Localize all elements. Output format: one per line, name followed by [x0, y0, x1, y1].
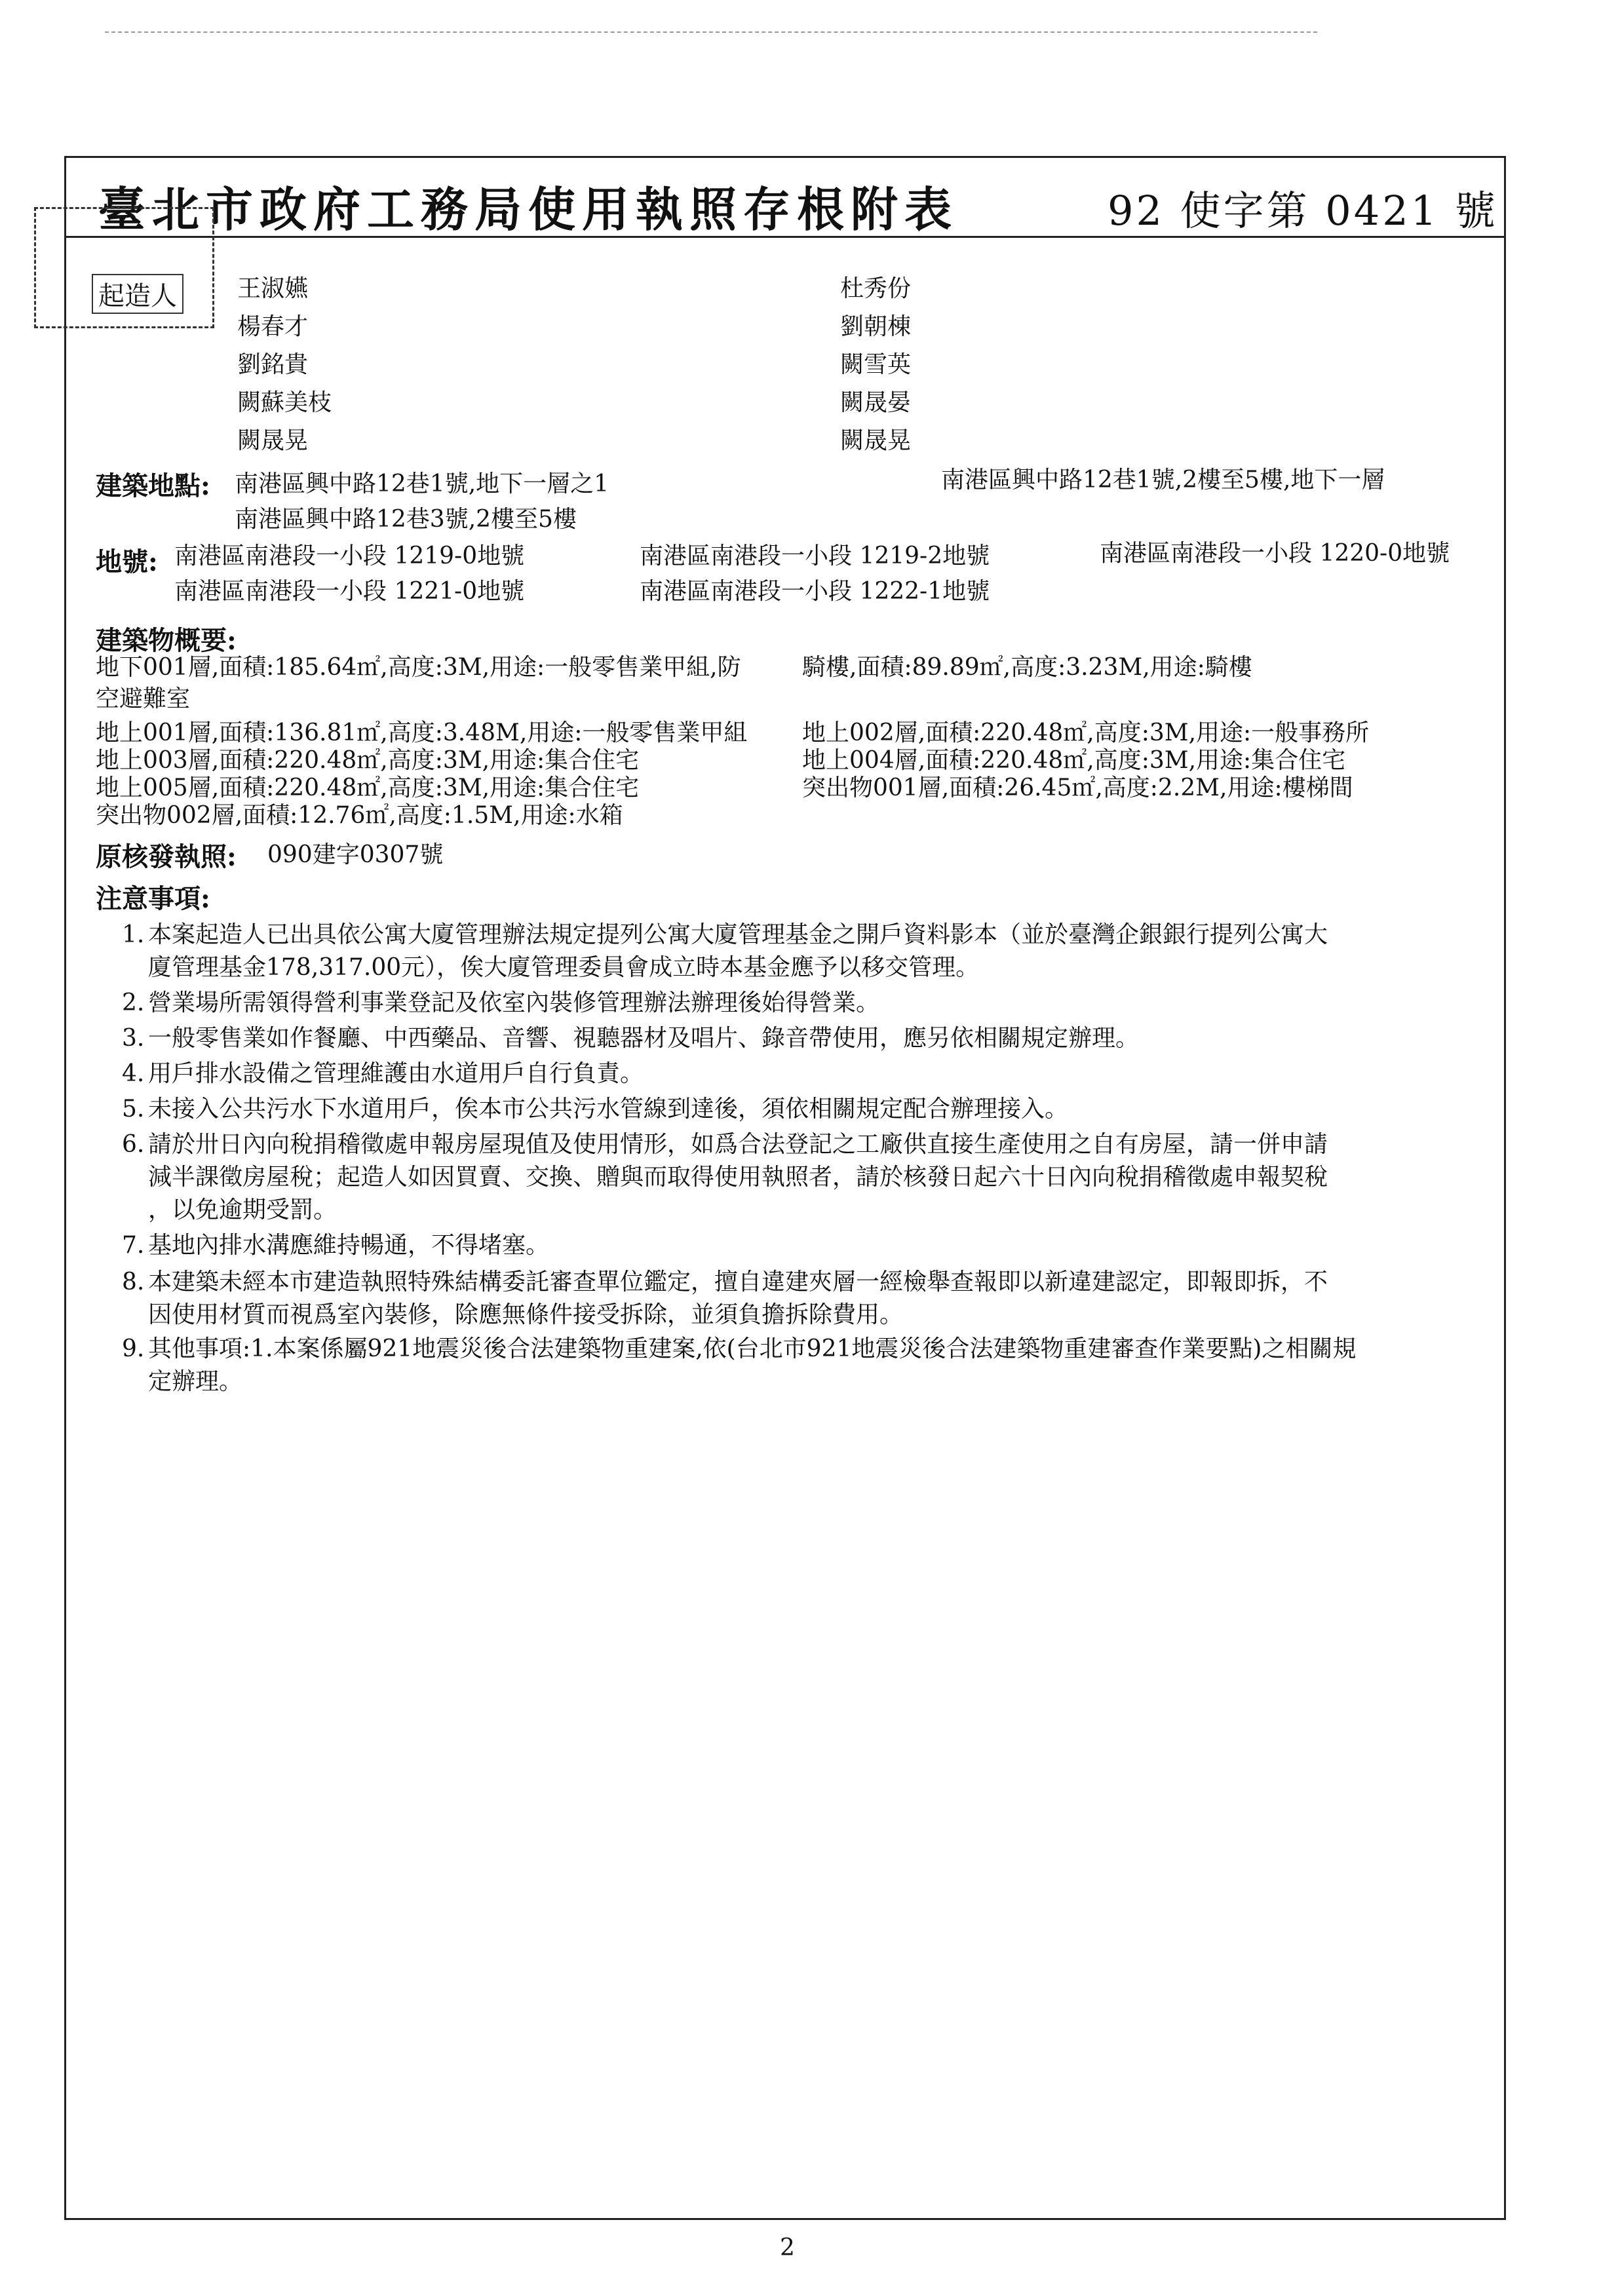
floor-r1: 突出物001層,面積:26.45㎡,高度:2.2M,用途:樓梯間 — [802, 775, 1353, 801]
note-9-line-1: 其他事項:1.本案係屬921地震災後合法建築物重建案,依(台北市921地震災後合法建築物重建審查作業要點)之相關規 — [148, 1335, 1357, 1362]
applicant-right-2: 劉朝棟 — [840, 313, 912, 340]
note-9-line-2: 定辦理。 — [148, 1368, 243, 1395]
document-title: 臺北市政府工務局使用執照存根附表 — [98, 182, 959, 237]
floor-b1-line2: 空避難室 — [96, 685, 191, 712]
applicant-left-4: 闕蘇美枝 — [237, 389, 332, 416]
note-4-num: 4. — [122, 1060, 145, 1087]
applicant-right-5: 闕晟晃 — [840, 427, 912, 454]
floor-f5: 地上005層,面積:220.48㎡,高度:3M,用途:集合住宅 — [96, 775, 640, 801]
note-8-line-1: 本建築未經本市建造執照特殊結構委託審查單位鑑定，擅自違建夾層一經檢舉查報即以新違建認定，即報即拆，不 — [148, 1269, 1328, 1295]
overview-label: 建築物概要: — [96, 625, 237, 656]
note-2-num: 2. — [122, 989, 145, 1016]
applicant-right-3: 闕雪英 — [840, 351, 912, 378]
floor-arcade: 騎樓,面積:89.89㎡,高度:3.23M,用途:騎樓 — [802, 654, 1252, 681]
note-2-line-1: 營業場所需領得營利事業登記及依室內裝修管理辦法辦理後始得營業。 — [148, 989, 880, 1016]
floor-f4: 地上004層,面積:220.48㎡,高度:3M,用途:集合住宅 — [802, 747, 1346, 774]
applicant-right-1: 杜秀份 — [840, 275, 912, 302]
note-1-line-1: 本案起造人已出具依公寓大廈管理辦法規定提列公寓大廈管理基金之開戶資料影本（並於臺灣企銀銀行提列公寓大 — [148, 921, 1328, 948]
lot-1: 南港區南港段一小段 1219-0地號 — [174, 543, 525, 569]
address-label: 建築地點: — [96, 470, 210, 501]
applicant-left-2: 楊春才 — [237, 313, 309, 340]
notes-label: 注意事項: — [96, 883, 210, 914]
floor-b1-line1: 地下001層,面積:185.64㎡,高度:3M,用途:一般零售業甲組,防 — [96, 654, 741, 681]
note-5-num: 5. — [122, 1096, 145, 1122]
note-8-line-2: 因使用材質而視爲室內裝修，除應無條件接受拆除，並須負擔拆除費用。 — [148, 1301, 904, 1328]
note-6-line-1: 請於卅日內向稅捐稽徵處申報房屋現值及使用情形，如爲合法登記之工廠供直接生產使用之自有房屋，請一併申請 — [148, 1131, 1328, 1158]
applicant-left-5: 闕晟晃 — [237, 427, 309, 454]
note-1-line-2: 廈管理基金178,317.00元），俟大廈管理委員會成立時本基金應予以移交管理。 — [148, 954, 980, 981]
note-9-num: 9. — [122, 1335, 145, 1362]
applicant-right-4: 闕晟晏 — [840, 389, 912, 416]
address-1: 南港區興中路12巷1號,地下一層之1 — [235, 470, 609, 497]
note-6-line-2: 減半課徵房屋稅；起造人如因買賣、交換、贈與而取得使用執照者，請於核發日起六十日內向稅捐稽徵處申報契稅 — [148, 1164, 1328, 1191]
original-license-label: 原核發執照: — [96, 841, 237, 872]
note-6-line-3: ，以免逾期受罰。 — [148, 1196, 338, 1223]
floor-f1: 地上001層,面積:136.81㎡,高度:3.48M,用途:一般零售業甲組 — [96, 719, 748, 746]
lot-4: 南港區南港段一小段 1221-0地號 — [174, 578, 525, 605]
lot-5: 南港區南港段一小段 1222-1地號 — [640, 578, 990, 605]
applicant-label: 起造人 — [92, 274, 183, 314]
note-8-num: 8. — [122, 1269, 145, 1295]
page-number: 2 — [780, 2234, 795, 2261]
note-3-line-1: 一般零售業如作餐廳、中西藥品、音響、視聽器材及唱片、錄音帶使用，應另依相關規定辦理。 — [148, 1025, 1140, 1052]
applicant-left-3: 劉銘貴 — [237, 351, 309, 378]
note-1-num: 1. — [122, 921, 145, 948]
scan-artifact-line — [105, 31, 1317, 37]
address-3: 南港區興中路12巷3號,2樓至5樓 — [235, 506, 577, 533]
lot-label: 地號: — [96, 546, 158, 577]
original-license: 090建字0307號 — [267, 841, 444, 868]
note-4-line-1: 用戶排水設備之管理維護由水道用戶自行負責。 — [148, 1060, 644, 1087]
note-3-num: 3. — [122, 1025, 145, 1052]
floor-f3: 地上003層,面積:220.48㎡,高度:3M,用途:集合住宅 — [96, 747, 640, 774]
address-2: 南港區興中路12巷1號,2樓至5樓,地下一層 — [941, 467, 1385, 493]
floor-f2: 地上002層,面積:220.48㎡,高度:3M,用途:一般事務所 — [802, 719, 1370, 746]
lot-2: 南港區南港段一小段 1219-2地號 — [640, 543, 990, 569]
note-6-num: 6. — [122, 1131, 145, 1158]
lot-3: 南港區南港段一小段 1220-0地號 — [1100, 540, 1450, 567]
applicant-left-1: 王淑嬿 — [237, 275, 309, 302]
note-5-line-1: 未接入公共污水下水道用戶，俟本市公共污水管線到達後，須依相關規定配合辦理接入。 — [148, 1096, 1069, 1122]
permit-number: 92 使字第 0421 號 — [1108, 187, 1498, 235]
note-7-num: 7. — [122, 1232, 145, 1259]
note-7-line-1: 基地內排水溝應維持暢通，不得堵塞。 — [148, 1232, 550, 1259]
floor-r2: 突出物002層,面積:12.76㎡,高度:1.5M,用途:水箱 — [96, 802, 623, 829]
